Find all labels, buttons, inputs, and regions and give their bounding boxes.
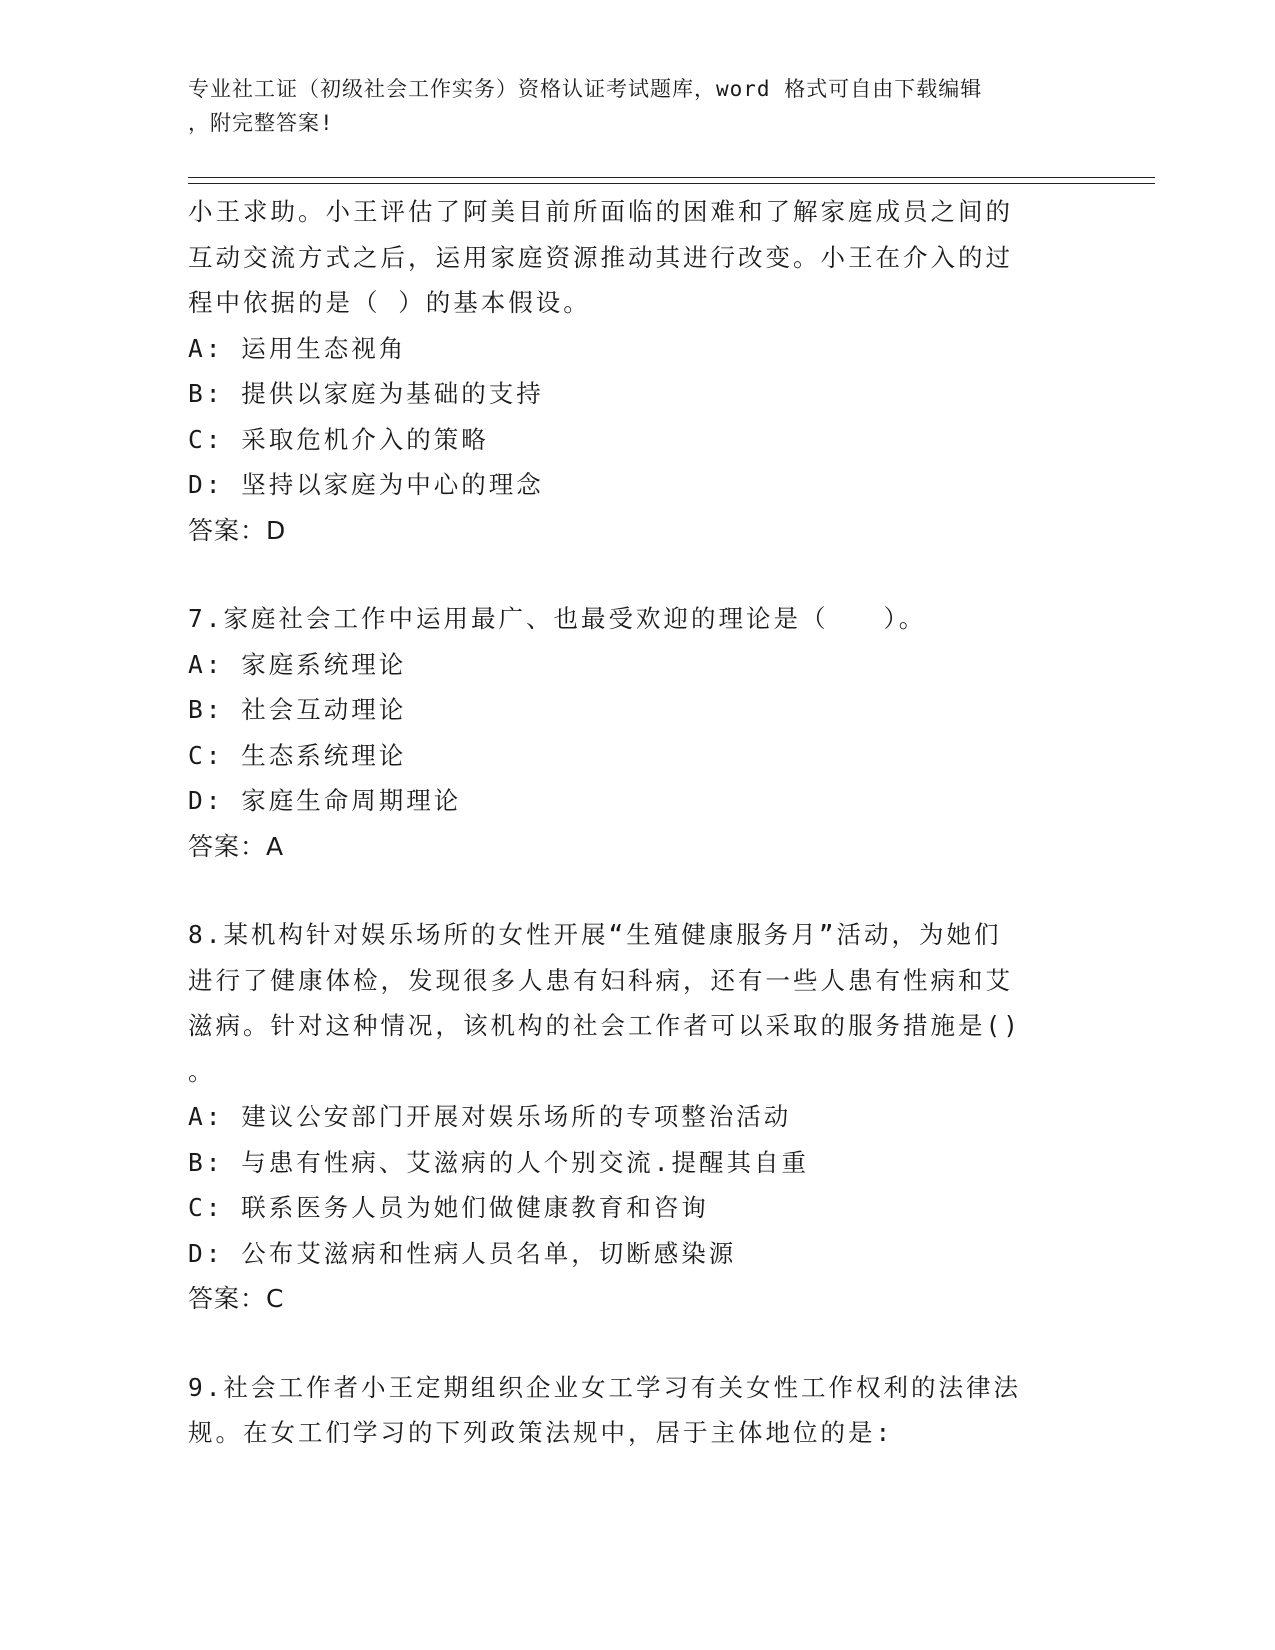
question-text-line: 互动交流方式之后，运用家庭资源推动其进行改变。小王在介入的过: [188, 242, 1013, 272]
option-a: A: 建议公安部门开展对娱乐场所的专项整治活动: [188, 1102, 792, 1131]
document-header: [188, 72, 1068, 140]
header-line-1: 专业社工证（初级社会工作实务）资格认证考试题库，word 格式可自由下载编辑: [188, 77, 983, 101]
question-text-line: 程中依据的是（ ）的基本假设。: [188, 288, 591, 317]
answer-label: 答案：D: [188, 515, 287, 545]
question-8: [188, 912, 1068, 1322]
option-a: A: 运用生态视角: [188, 333, 407, 363]
spacer: [188, 869, 1068, 912]
option-c: C: 采取危机介入的策略: [188, 424, 489, 454]
question-text-line: 进行了健康体检，发现很多人患有妇科病，还有一些人患有性病和艾: [188, 965, 1013, 995]
option-c: C: 联系医务人员为她们做健康教育和咨询: [188, 1193, 709, 1222]
option-c: C: 生态系统理论: [188, 740, 407, 770]
option-d: D: 坚持以家庭为中心的理念: [188, 470, 544, 499]
option-b: B: 社会互动理论: [188, 695, 407, 724]
header-divider-bottom: [188, 183, 1155, 184]
option-a: A: 家庭系统理论: [188, 649, 407, 679]
question-7: [188, 596, 1068, 869]
question-text-line: 小王求助。小王评估了阿美目前所面临的困难和了解家庭成员之间的: [188, 197, 1013, 226]
question-text-line: 滋病。针对这种情况，该机构的社会工作者可以采取的服务措施是(): [188, 1011, 1021, 1040]
header-line-2: ，附完整答案!: [188, 111, 334, 135]
question-text-line: 。: [188, 1056, 216, 1086]
option-b: B: 与患有性病、艾滋病的人个别交流.提醒其自重: [188, 1147, 809, 1177]
option-d: D: 公布艾滋病和性病人员名单，切断感染源: [188, 1238, 737, 1268]
answer-label: 答案：C: [188, 1284, 285, 1313]
question-text-line: 规。在女工们学习的下列政策法规中，居于主体地位的是:: [188, 1418, 894, 1447]
option-b: B: 提供以家庭为基础的支持: [188, 379, 544, 408]
spacer: [188, 553, 1068, 596]
question-content: [188, 189, 1068, 1456]
option-d: D: 家庭生命周期理论: [188, 786, 462, 815]
question-text-line: 7.家庭社会工作中运用最广、也最受欢迎的理论是（ ）。: [188, 604, 927, 633]
question-text-line: 9.社会工作者小王定期组织企业女工学习有关女性工作权利的法律法: [188, 1372, 1021, 1402]
spacer: [188, 1322, 1068, 1365]
header-divider-top: [188, 177, 1155, 178]
question-6: [188, 189, 1068, 553]
question-text-line: 8.某机构针对娱乐场所的女性开展“生殖健康服务月”活动，为她们: [188, 920, 1002, 949]
answer-label: 答案：A: [188, 831, 285, 861]
question-9: [188, 1365, 1068, 1456]
